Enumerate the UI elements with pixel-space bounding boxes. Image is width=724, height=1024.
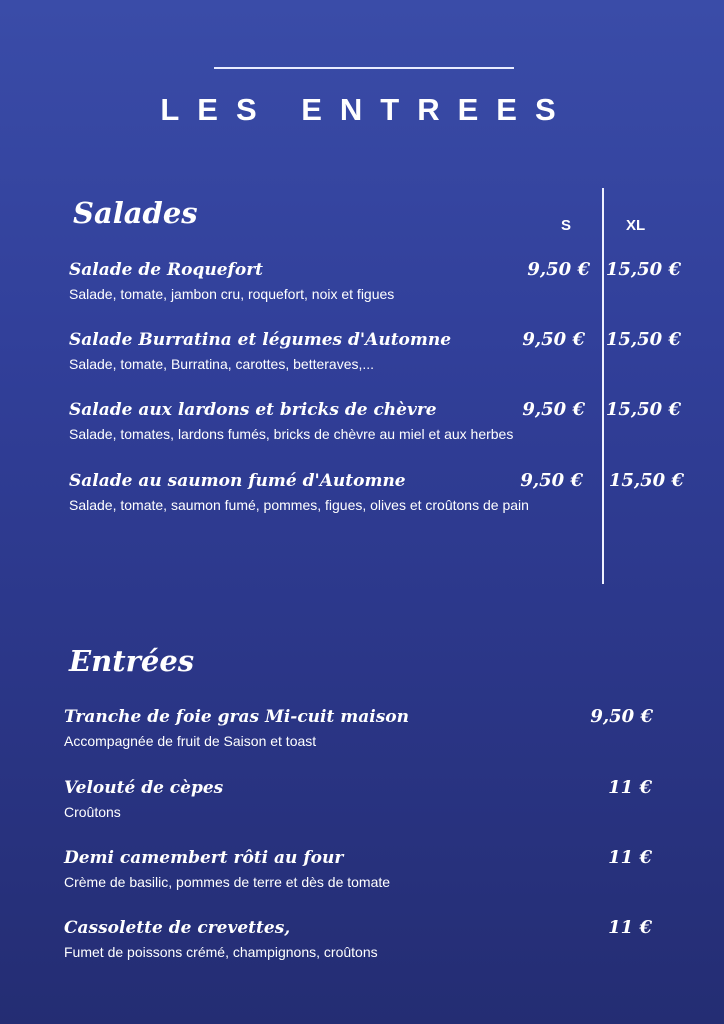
item-name: Demi camembert rôti au four xyxy=(64,848,344,868)
price-xl: 15,50 € xyxy=(605,329,681,350)
column-divider xyxy=(602,188,604,584)
item-name: Salade Burratina et légumes d'Automne xyxy=(69,330,452,350)
column-header-small: S xyxy=(561,217,572,234)
price-small: 9,50 € xyxy=(522,399,585,420)
entree-item xyxy=(64,707,409,749)
item-price: 9,50 € xyxy=(590,706,653,727)
salade-item xyxy=(69,260,394,302)
item-description: Croûtons xyxy=(64,804,121,820)
salade-item xyxy=(69,400,513,442)
item-description: Salade, tomate, saumon fumé, pommes, figues, olives et croûtons de pain xyxy=(69,497,529,513)
item-name: Cassolette de crevettes, xyxy=(64,918,291,938)
price-xl: 15,50 € xyxy=(605,399,681,420)
item-name: Salade au saumon fumé d'Automne xyxy=(69,471,406,491)
item-name: Tranche de foie gras Mi-cuit maison xyxy=(64,707,410,727)
price-xl: 15,50 € xyxy=(608,470,684,491)
item-description: Salade, tomates, lardons fumés, bricks de chèvre au miel et aux herbes xyxy=(69,426,514,442)
salade-item xyxy=(69,471,529,513)
item-description: Crème de basilic, pommes de terre et dès de tomate xyxy=(64,874,391,890)
item-description: Fumet de poissons crémé, champignons, croûtons xyxy=(64,944,378,960)
entree-item xyxy=(64,918,378,960)
entrees-heading: Entrées xyxy=(69,644,195,678)
item-description: Salade, tomate, jambon cru, roquefort, noix et figues xyxy=(69,286,395,302)
price-xl: 15,50 € xyxy=(605,259,681,280)
salades-heading: Salades xyxy=(73,196,198,230)
price-small: 9,50 € xyxy=(522,329,585,350)
item-price: 11 € xyxy=(608,847,652,868)
price-small: 9,50 € xyxy=(527,259,590,280)
page-title: LES ENTREES xyxy=(160,92,574,127)
column-header-xl: XL xyxy=(626,217,646,234)
item-price: 11 € xyxy=(608,917,652,938)
item-name: Salade aux lardons et bricks de chèvre xyxy=(69,400,437,420)
item-price: 11 € xyxy=(608,777,652,798)
item-description: Salade, tomate, Burratina, carottes, betteraves,... xyxy=(69,356,375,372)
entree-item xyxy=(64,848,390,890)
salade-item xyxy=(69,330,451,372)
entree-item xyxy=(64,778,223,820)
price-small: 9,50 € xyxy=(520,470,583,491)
item-name: Salade de Roquefort xyxy=(69,260,263,280)
item-description: Accompagnée de fruit de Saison et toast xyxy=(64,733,317,749)
item-name: Velouté de cèpes xyxy=(64,778,224,798)
top-divider xyxy=(214,67,514,69)
